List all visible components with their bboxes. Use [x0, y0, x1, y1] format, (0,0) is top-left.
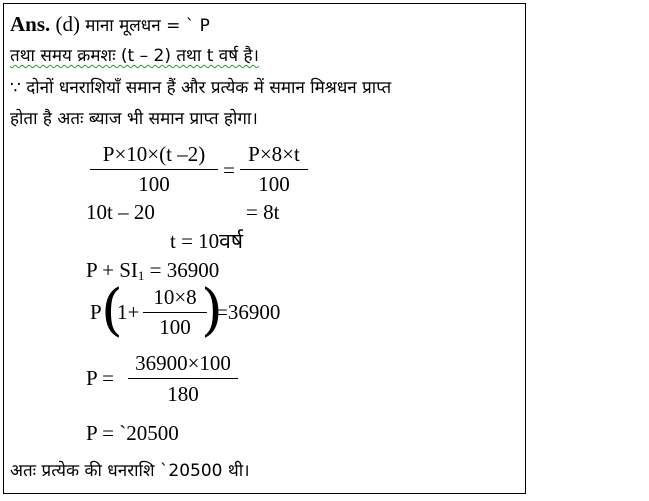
- answer-heading: [10, 12, 210, 38]
- eq6-lhs: P =: [86, 366, 114, 390]
- eq5-right-paren: ): [201, 278, 223, 343]
- eq4-main: P + SI: [86, 258, 138, 282]
- eq6-numerator: 36900×100: [135, 351, 231, 375]
- text-line-2: [10, 44, 259, 68]
- eq7-content: P = `20500: [86, 421, 179, 445]
- eq4-rest: = 36900: [144, 258, 220, 282]
- eq5-rest: =36900: [216, 300, 281, 324]
- eq5-fraction-bar: [143, 312, 207, 313]
- eq2-left: 10t – 20: [86, 200, 155, 224]
- text-line-3: [10, 76, 391, 100]
- eq4-subscript: 1: [137, 268, 145, 283]
- text-line-3-content: ∵ दोनों धनराशियाँ समान हैं और प्रत्येक में समान मिश्रधन प्राप्त: [10, 78, 392, 98]
- eq1-left-denominator: 100: [138, 172, 170, 196]
- eq2-right: = 8t: [246, 200, 280, 224]
- eq1-equals: =: [223, 158, 235, 182]
- eq5-left-paren: (: [101, 278, 123, 343]
- eq1-right-fraction-bar: [240, 169, 308, 170]
- eq6-fraction-bar: [128, 378, 238, 379]
- conclusion-content: अतः प्रत्येक की धनराशि `20500 थी।: [10, 461, 250, 481]
- conclusion-line: [10, 459, 250, 483]
- eq1-right-numerator: P×8×t: [248, 142, 300, 166]
- eq3-content: t = 10वर्ष: [170, 229, 243, 253]
- eq1-right-denominator: 100: [258, 172, 290, 196]
- eq6-denominator: 180: [167, 382, 199, 406]
- eq3: [170, 229, 243, 253]
- text-line-2-content: तथा समय क्रमशः (t – 2) तथा t वर्ष है।: [10, 46, 259, 66]
- eq5-one-plus: 1+: [117, 300, 140, 324]
- eq1-left-numerator: P×10×(t –2): [102, 142, 206, 166]
- eq5-denominator: 100: [159, 315, 191, 339]
- eq5-p: P: [90, 300, 102, 324]
- eq7: [86, 421, 179, 445]
- text-line-4: [10, 107, 258, 131]
- eq5-numerator: 10×8: [153, 285, 197, 309]
- eq1-left-fraction-bar: [90, 169, 218, 170]
- text-line-4-content: होता है अतः ब्याज भी समान प्राप्त होगा।: [10, 109, 258, 129]
- answer-label: Ans.: [10, 12, 51, 36]
- answer-intro: माना मूलधन = ` P: [85, 16, 210, 36]
- answer-option: (d): [55, 12, 81, 36]
